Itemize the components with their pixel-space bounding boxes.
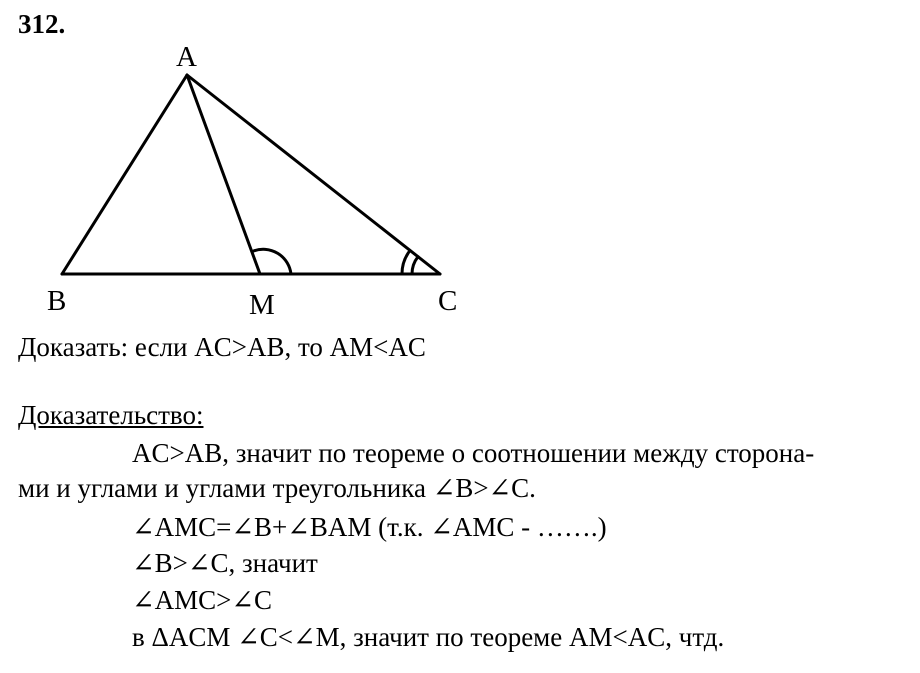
vertex-label-a: A (176, 41, 197, 73)
problem-number: 312. (18, 9, 66, 39)
proof-line-3: ∠AMC=∠B+∠BAM (т.к. ∠AMC - …….) (132, 512, 607, 542)
problem-statement: Доказать: если AC>AB, то AM<AC (18, 332, 426, 362)
vertex-label-b: B (47, 285, 67, 317)
proof-line-5: ∠AMC>∠C (132, 585, 272, 615)
proof-line-6: в ΔACM ∠C<∠M, значит по теореме AM<AC, чтд. (132, 622, 725, 652)
vertex-label-c: C (438, 285, 458, 317)
vertex-label-m: M (249, 289, 275, 321)
angle-mark-c-inner (412, 257, 418, 274)
angle-mark-c-outer (402, 251, 410, 275)
side-ab (62, 75, 187, 274)
proof-line-2: ми и углами и углами треугольника ∠B>∠C. (18, 473, 536, 503)
proof-line-4: ∠B>∠C, значит (132, 548, 318, 578)
triangle-figure (0, 0, 920, 330)
proof-line-1: AC>AB, значит по теореме о соотношении между сторона- (132, 438, 815, 468)
proof-heading: Доказательство: (18, 400, 204, 430)
